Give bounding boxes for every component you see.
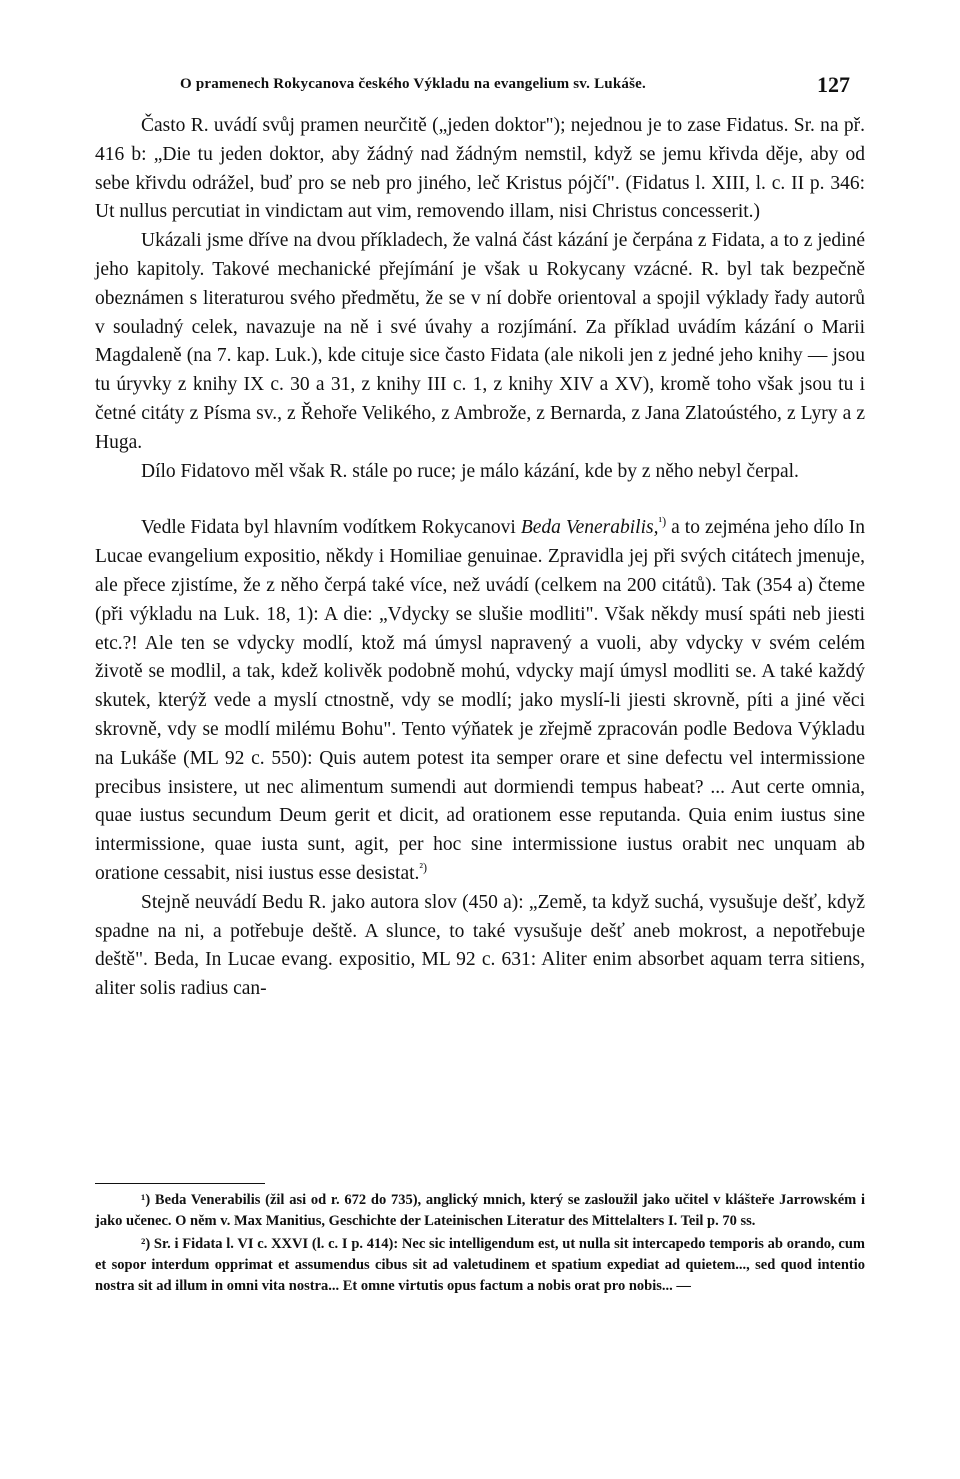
- paragraph: Stejně neuvádí Bedu R. jako autora slov (450 a): „Země, ta když suchá, vysušuje dešť, když spadne na ni, a potřebuje deště. A slunce, to také vysušuje dešť aneb mokrost, a nepotřebuje deště". Beda, In Lucae evang. expositio, ML 92 c. 631: Aliter enim absorbet aquam terra sitiens, aliter solis radius can-: [95, 891, 865, 1000]
- page-header: [150, 72, 850, 102]
- paragraph-text: a to zejména jeho dílo In Lucae evangelium expositio, někdy i Homiliae genuinae. Zpravidla jej při svých citátech jmenuje, ale přece zjistíme, že z něho čerpá také více, než uvádí (celkem na 200 citátů). Tak (354 a) čteme (při výkladu na Luk. 18, 1): A die: „Vdycky se slušie modliti". Však někdy musí spáti neb jiesti etc.?! Ale ten se vdycky modlí, ktož má úmysl napravený a vuoli, aby vdycky v svém celém životě se modlil, a tak, kdež kolivěk podobně mohú, vdycky mají úmysl modliti se. A také každý skutek, kterýž vede a myslí ctnostně, vdy se modlí; jako myslí-li jiesti skrovně, píti a jiné věci skrovně, vdy se modlí milému Bohu". Tento výňatek je zřejmě zpracován podle Bedova Výkladu na Lukáše (ML 92 c. 550): Quis autem potest ita semper orare et sine defectu vel intermissione precibus insistere, ut nec alimentum sumendi aut dormiendi tempus habeat? ... Aut certe omnia, quae iustus secundum Deum gerit et dicit, ad orationem esse reputanda. Quia enim iustus sine intermissione, quae iusta sunt, agit, per hoc sine intermissione iustus orabit nec unquam ab oratione cessabit, nisi iustus esse desistat.: [95, 517, 866, 884]
- page-number: 127: [817, 72, 850, 97]
- footnote: ²) Sr. i Fidata l. VI c. XXVI (l. c. I p. 414): Nec sic intelligendum est, ut nulla sit intercapedo temporis ab orando, cum et sopor interdum opprimat et assumendus cibus sit ad valetudinem et spatium expediat ad quietem..., sed quod intentio nostra sit ad illum in omni vita nostra... Et omne virtutis opus factum a nobis orat pro nobis... —: [95, 1235, 865, 1295]
- footnote: ¹) Beda Venerabilis (žil asi od r. 672 do 735), anglický mnich, který se zasloužil jako učitel v klášteře Jarrowském i jako učenec. O něm v. Max Manitius, Geschichte der Lateinischen Literatur des Mittelalters I. Teil p. 70 ss.: [95, 1192, 865, 1230]
- paragraph: Dílo Fidatovo měl však R. stále po ruce; je málo kázání, kde by z něho nebyl čerpal.: [141, 460, 799, 482]
- footnote-ref: ²): [419, 860, 428, 875]
- paragraph: [95, 514, 865, 888]
- paragraph-text: Vedle Fidata byl hlavním vodítkem Rokycanovi: [141, 517, 516, 539]
- paragraph: Často R. uvádí svůj pramen neurčitě („jeden doktor"); nejednou je to zase Fidatus. Sr. na př. 416 b: „Die tu jeden doktor, aby žádný nad žádným nemstil, když se jemu křivda děje, aby od sebe křivdu odrážel, buď pro se neb pro jiného, leč Kristus pójčí". (Fidatus l. XIII, l. c. II p. 346: Ut nullus percutiat in vindictam aut vim, removendo illam, nisi Christus concesserit.): [95, 115, 865, 223]
- body-text: [95, 112, 865, 1004]
- footnote-divider: [95, 1183, 265, 1184]
- cited-author: Beda Venerabilis,: [520, 517, 659, 539]
- paragraph: Ukázali jsme dříve na dvou příkladech, že valná část kázání je čerpána z Fidata, a to z jediné jeho kapitoly. Takové mechanické přejímání je však u Rokycany vzácné. R. byl tak bezpečně obeznámen s literaturou svého předmětu, že se v ní dobře orientoval a spojil výklady řady autorů v souladný celek, navazuje na ně i své úvahy a rozjímání. Za příklad uvádím kázání o Marii Magdaleně (na 7. kap. Luk.), kde cituje sice často Fidata (ale nikoli jen z jedné jeho knihy — jsou tu úryvky z knihy IX c. 30 a 31, z knihy III c. 1, z knihy XIV a XV), kromě toho však jsou tu i četné citáty z Písma sv., z Řehoře Velikého, z Ambrože, z Bernarda, z Jana Zlatoústého, z Lyry a z Huga.: [95, 230, 865, 453]
- footnotes: [95, 1190, 865, 1297]
- running-head: O pramenech Rokycanova českého Výkladu na evangelium sv. Lukáše.: [180, 76, 646, 92]
- footnote-ref: ¹): [658, 514, 667, 529]
